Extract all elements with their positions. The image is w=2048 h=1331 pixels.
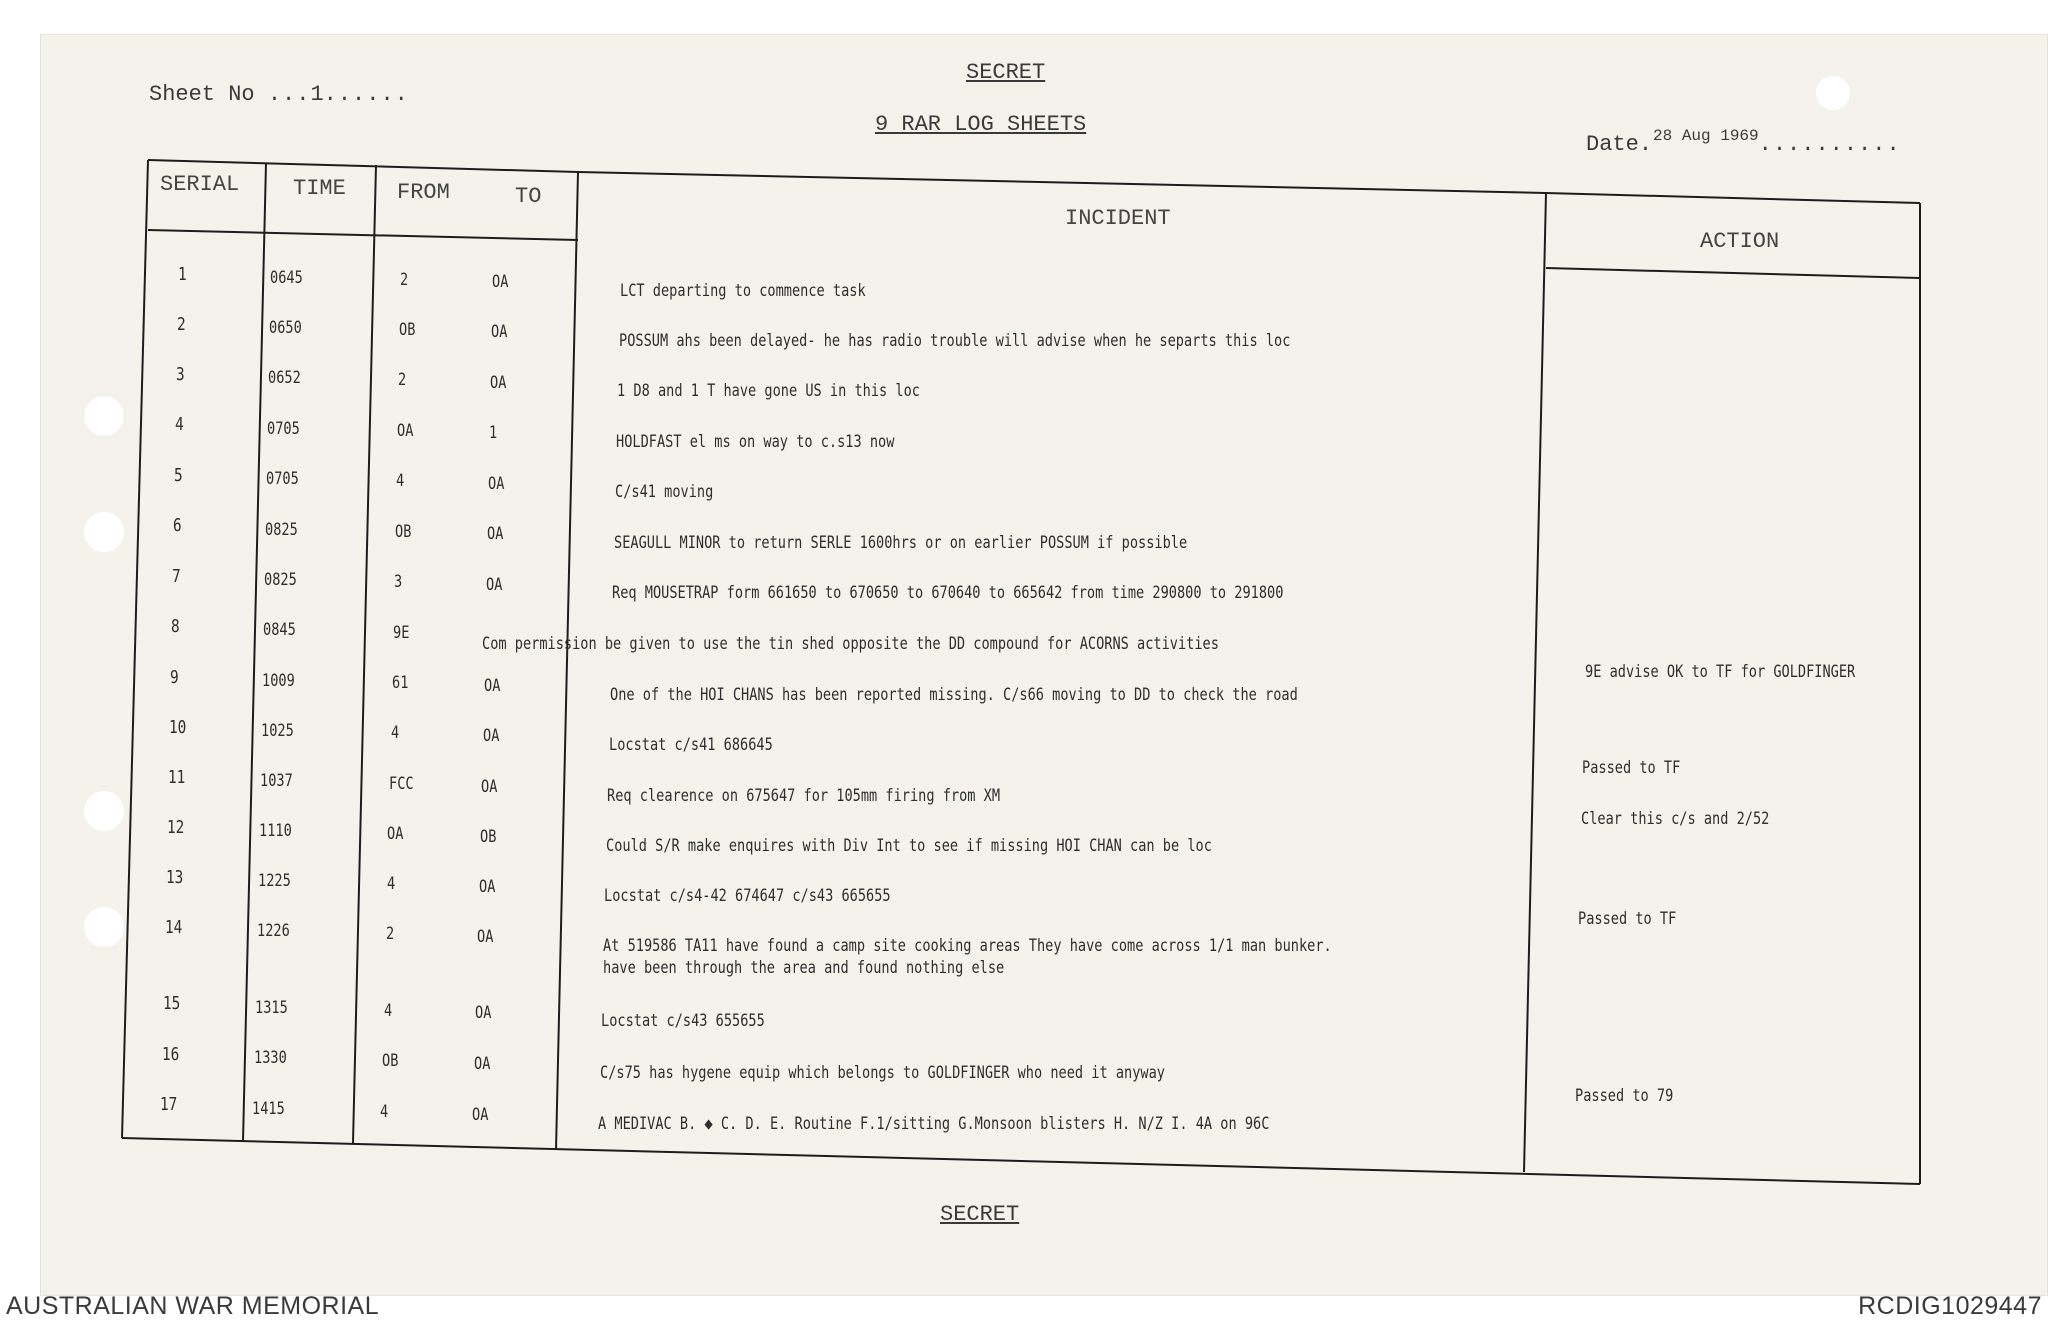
to-cell: OA	[491, 322, 508, 342]
from-cell: FCC	[389, 774, 414, 794]
col-header-incident: INCIDENT	[1065, 206, 1171, 231]
col-divider-serial	[243, 163, 266, 1141]
to-cell: OA	[474, 1054, 491, 1074]
sheet-number-label: Sheet No	[149, 82, 255, 107]
serial-cell: 9	[170, 667, 179, 688]
col-header-time: TIME	[293, 176, 346, 201]
to-cell: OA	[492, 272, 509, 292]
time-cell: 0845	[263, 620, 296, 640]
time-cell: 0705	[266, 469, 299, 489]
serial-cell: 8	[171, 616, 180, 637]
table-top-right-border	[1546, 193, 1920, 203]
to-cell: OA	[486, 575, 503, 595]
from-cell: OA	[387, 824, 404, 844]
incident-cell: One of the HOI CHANS has been reported missing. C/s66 moving to DD to check the road	[610, 685, 1298, 705]
time-cell: 1330	[254, 1048, 287, 1068]
to-cell: OA	[472, 1105, 489, 1125]
from-cell: OB	[382, 1051, 399, 1071]
serial-cell: 1	[178, 264, 187, 285]
to-cell: OA	[475, 1003, 492, 1023]
page-title: 9 RAR LOG SHEETS	[875, 112, 1087, 137]
serial-cell: 15	[163, 993, 181, 1014]
serial-cell: 2	[177, 314, 186, 335]
time-cell: 1025	[261, 721, 294, 741]
serial-cell: 7	[172, 566, 181, 587]
time-cell: 1226	[257, 921, 290, 941]
col-divider-time	[353, 165, 376, 1143]
to-cell: 1	[489, 423, 498, 443]
classification-top: SECRET	[966, 60, 1046, 85]
incident-cell-continued: have been through the area and found nothing else	[603, 958, 1005, 978]
archive-credit: AUSTRALIAN WAR MEMORIAL	[6, 1292, 380, 1320]
table-bottom-border	[122, 1138, 1920, 1184]
time-cell: 1315	[255, 998, 288, 1018]
time-cell: 0650	[269, 318, 302, 338]
table-top-left-border	[148, 160, 578, 172]
from-cell: 2	[386, 924, 395, 944]
to-cell: OA	[479, 877, 496, 897]
time-cell: 1415	[252, 1099, 285, 1119]
incident-cell: Com permission be given to use the tin shed opposite the DD compound for ACORNS activities	[482, 634, 1219, 654]
col-divider-action	[1524, 193, 1546, 1172]
incident-cell: At 519586 TA11 have found a camp site cooking areas They have come across 1/1 man bunker.	[603, 936, 1332, 956]
serial-cell: 13	[166, 867, 184, 888]
to-cell: OA	[483, 726, 500, 746]
serial-cell: 14	[165, 917, 183, 938]
incident-cell: A MEDIVAC B. ◆ C. D. E. Routine F.1/sitting G.Monsoon blisters H. N/Z I. 4A on 96C	[598, 1114, 1270, 1134]
date-field: Date.$^{28 Aug 1969}$..........	[1586, 127, 1901, 157]
action-cell: Passed to TF	[1582, 758, 1681, 778]
serial-cell: 12	[167, 817, 185, 838]
col-header-from: FROM	[397, 180, 450, 205]
incident-cell: Locstat c/s43 655655	[601, 1011, 765, 1031]
header-divider-left	[148, 230, 578, 240]
to-cell: OA	[488, 474, 505, 494]
action-cell: Passed to 79	[1575, 1086, 1674, 1106]
time-cell: 0825	[264, 570, 297, 590]
sheet-number-value: 1	[310, 82, 324, 107]
from-cell: OB	[399, 320, 416, 340]
incident-cell: Locstat c/s41 686645	[609, 735, 773, 755]
table-left-border	[122, 160, 148, 1138]
incident-cell: C/s41 moving	[615, 482, 714, 502]
col-header-serial: SERIAL	[160, 172, 240, 197]
to-cell: OA	[484, 676, 501, 696]
serial-cell: 10	[169, 717, 187, 738]
incident-cell: POSSUM ahs been delayed- he has radio trouble will advise when he separts this loc	[619, 331, 1291, 351]
time-cell: 0645	[270, 268, 303, 288]
from-cell: 4	[380, 1102, 389, 1122]
from-cell: 4	[391, 723, 400, 743]
serial-cell: 5	[174, 465, 183, 486]
action-cell: Passed to TF	[1578, 909, 1677, 929]
time-cell: 0652	[268, 368, 301, 388]
to-cell: OA	[481, 777, 498, 797]
time-cell: 0825	[265, 520, 298, 540]
time-cell: 1225	[258, 871, 291, 891]
incident-cell: Locstat c/s4-42 674647 c/s43 665655	[604, 886, 891, 906]
incident-cell: HOLDFAST el ms on way to c.s13 now	[616, 432, 895, 452]
incident-cell: 1 D8 and 1 T have gone US in this loc	[617, 381, 920, 401]
action-cell: Clear this c/s and 2/52	[1581, 809, 1770, 829]
serial-cell: 11	[168, 767, 186, 788]
to-cell: OA	[490, 373, 507, 393]
time-cell: 1037	[260, 771, 293, 791]
serial-cell: 17	[160, 1094, 178, 1115]
from-cell: 3	[394, 572, 403, 592]
serial-cell: 4	[175, 414, 184, 435]
time-cell: 0705	[267, 419, 300, 439]
action-cell: 9E advise OK to TF for GOLDFINGER	[1585, 662, 1856, 682]
archive-id: RCDIG1029447	[1858, 1292, 2042, 1320]
table-top-mid-border	[578, 172, 1546, 193]
from-cell: 4	[387, 874, 396, 894]
incident-cell: Req MOUSETRAP form 661650 to 670650 to 670640 to 665642 from time 290800 to 291800	[612, 583, 1284, 603]
serial-cell: 6	[173, 515, 182, 536]
to-cell: OA	[477, 927, 494, 947]
to-cell: OB	[480, 827, 497, 847]
date-label: Date	[1586, 132, 1639, 157]
col-header-to: TO	[515, 184, 542, 209]
time-cell: 1009	[262, 671, 295, 691]
incident-cell: Could S/R make enquires with Div Int to see if missing HOI CHAN can be loc	[606, 836, 1212, 856]
from-cell: OA	[397, 421, 414, 441]
serial-cell: 3	[176, 364, 185, 385]
incident-cell: LCT departing to commence task	[620, 281, 866, 301]
from-cell: 9E	[393, 623, 410, 643]
from-cell: 61	[392, 673, 409, 693]
incident-cell: Req clearence on 675647 for 105mm firing from XM	[607, 786, 1001, 806]
to-cell: OA	[487, 524, 504, 544]
classification-bottom: SECRET	[940, 1202, 1020, 1227]
from-cell: 2	[400, 270, 409, 290]
incident-cell: SEAGULL MINOR to return SERLE 1600hrs or on earlier POSSUM if possible	[614, 533, 1188, 553]
incident-cell: C/s75 has hygene equip which belongs to GOLDFINGER who need it anyway	[600, 1063, 1165, 1083]
header-divider-right	[1546, 268, 1920, 278]
date-value: 28 Aug 1969	[1653, 127, 1759, 145]
from-cell: 4	[384, 1001, 393, 1021]
sheet-number-field: Sheet No ...1......	[149, 82, 409, 107]
from-cell: OB	[395, 522, 412, 542]
col-divider-fromto	[556, 172, 578, 1150]
serial-cell: 16	[162, 1044, 180, 1065]
col-header-action: ACTION	[1700, 229, 1780, 254]
from-cell: 2	[398, 370, 407, 390]
from-cell: 4	[396, 471, 405, 491]
time-cell: 1110	[259, 821, 292, 841]
